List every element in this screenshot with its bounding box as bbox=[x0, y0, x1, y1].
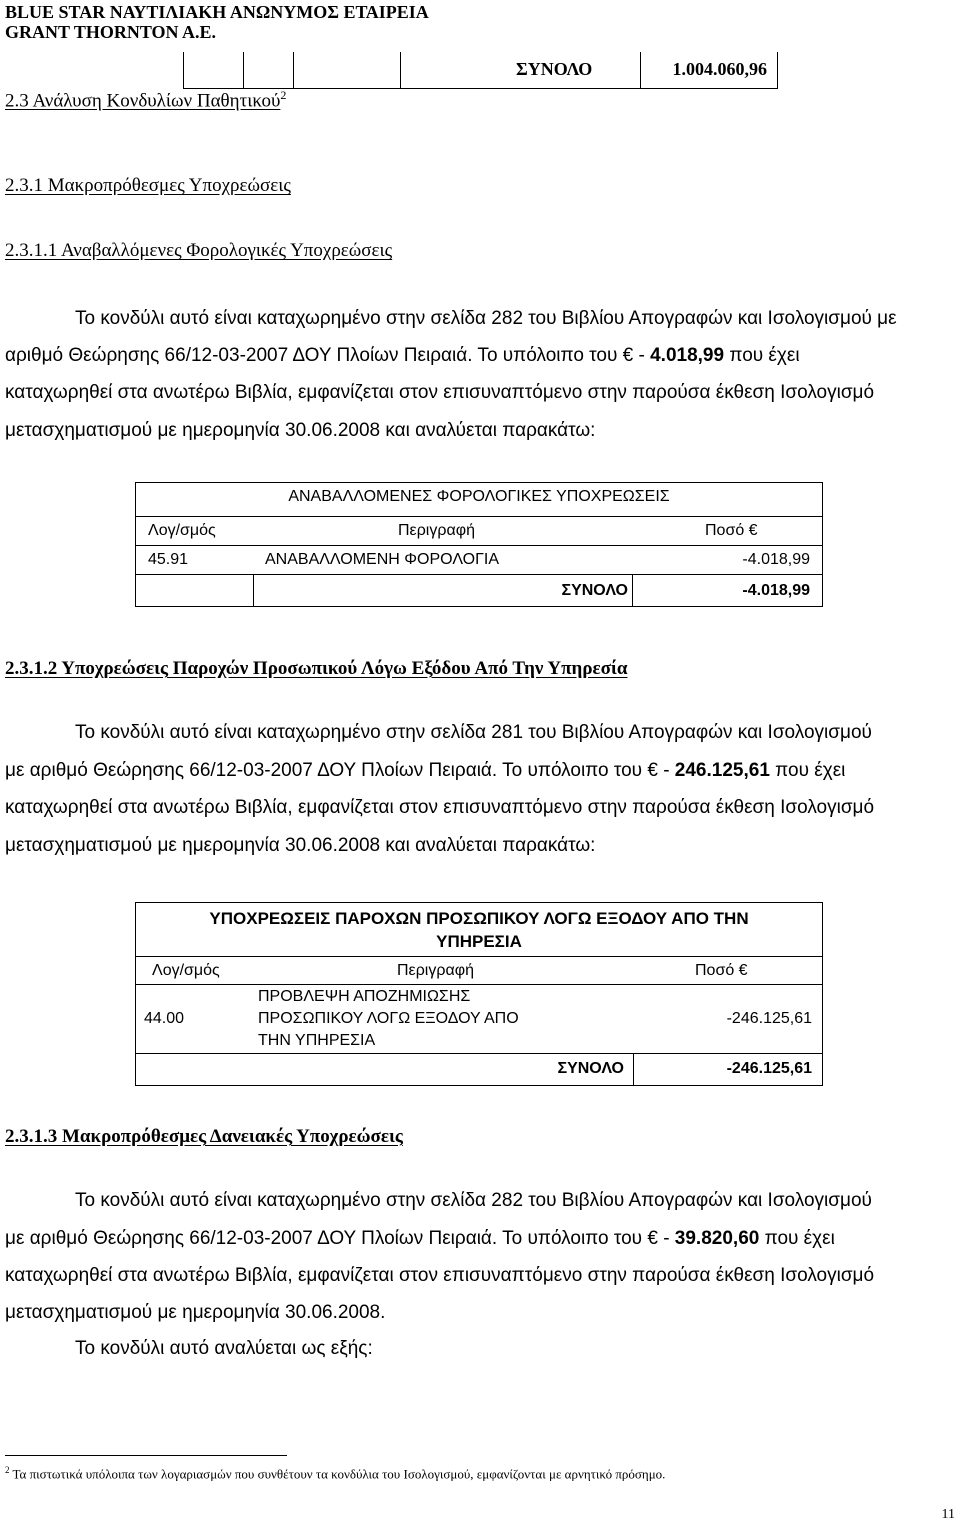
section-2-3-1-3-heading: 2.3.1.3 Μακροπρόθεσμες Δανειακές Υποχρεώσεις bbox=[5, 1126, 403, 1147]
section-2-3-1-heading: 2.3.1 Μακροπρόθεσμες Υποχρεώσεις bbox=[5, 175, 291, 196]
para3-line3: καταχωρηθεί στα ανωτέρω Βιβλία, εμφανίζεται στον επισυναπτόμενο στην παρούσα έκθεση Ισολογισμό bbox=[5, 1265, 875, 1286]
footnote-ref: 2 bbox=[280, 88, 287, 102]
para3-line4: μετασχηματισμού με ημερομηνία 30.06.2008. bbox=[5, 1302, 386, 1323]
para1-line3: καταχωρηθεί στα ανωτέρω Βιβλία, εμφανίζεται στον επισυναπτόμενο στην παρούσα έκθεση Ισολογισμό bbox=[5, 382, 875, 403]
footnote-separator bbox=[5, 1455, 287, 1456]
table1-total-value: -4.018,99 bbox=[742, 582, 810, 599]
para3-line2: με αριθμό Θεώρησης 66/12-03-2007 ΔΟΥ Πλοίων Πειραιά. Το υπόλοιπο του € - 39.820,60 που έχει bbox=[5, 1228, 835, 1249]
table1-header-account: Λογ/σμός bbox=[148, 522, 216, 539]
table1-title: ΑΝΑΒΑΛΛΟΜΕΝΕΣ ΦΟΡΟΛΟΓΙΚΕΣ ΥΠΟΧΡΕΩΣΕΙΣ bbox=[288, 488, 670, 505]
para2-line4: μετασχηματισμού με ημερομηνία 30.06.2008 και αναλύεται παρακάτω: bbox=[5, 835, 596, 856]
table2-header-account: Λογ/σμός bbox=[152, 962, 220, 979]
para3-line5: Το κονδύλι αυτό αναλύεται ως εξής: bbox=[75, 1338, 373, 1359]
table1-header-description: Περιγραφή bbox=[398, 522, 475, 539]
footnote: $^2$ Τα πιστωτικά υπόλοιπα των λογαριασμών που συνθέτουν τα κονδύλια του Ισολογισμού, εμφανίζονται με αρνητικό πρόσημο. bbox=[5, 1465, 666, 1482]
para3-line1: Το κονδύλι αυτό είναι καταχωρημένο στην σελίδα 282 του Βιβλίου Απογραφών και Ισολογισμού bbox=[75, 1190, 872, 1211]
para2-line1: Το κονδύλι αυτό είναι καταχωρημένο στην σελίδα 281 του Βιβλίου Απογραφών και Ισολογισμού bbox=[75, 722, 872, 743]
para1-line2: αριθμό Θεώρησης 66/12-03-2007 ΔΟΥ Πλοίων Πειραιά. Το υπόλοιπο του € - 4.018,99 που έχει bbox=[5, 345, 800, 366]
table2-row-amount: -246.125,61 bbox=[726, 1010, 812, 1027]
table1-row-amount: -4.018,99 bbox=[742, 551, 810, 568]
table1-row-description: ΑΝΑΒΑΛΛΟΜΕΝΗ ΦΟΡΟΛΟΓΙΑ bbox=[265, 551, 500, 568]
top-total-label: ΣΥΝΟΛΟ bbox=[516, 59, 593, 79]
section-2-3-1-1-heading: 2.3.1.1 Αναβαλλόμενες Φορολογικές Υποχρεώσεις bbox=[5, 240, 393, 261]
para1-line1: Το κονδύλι αυτό είναι καταχωρημένο στην σελίδα 282 του Βιβλίου Απογραφών και Ισολογισμού με bbox=[75, 308, 897, 329]
table1-total-label: ΣΥΝΟΛΟ bbox=[561, 582, 628, 599]
table1-row-account: 45.91 bbox=[148, 551, 189, 568]
table2-row-account: 44.00 bbox=[144, 1010, 185, 1027]
auditor-name: GRANT THORNTON A.E. bbox=[5, 22, 217, 42]
table2-title-line2: ΥΠΗΡΕΣΙΑ bbox=[436, 932, 522, 951]
company-name: BLUE STAR ΝΑΥΤΙΛΙΑΚΗ ΑΝΩΝΥΜΟΣ ΕΤΑΙΡΕΙΑ bbox=[5, 2, 429, 22]
table2-total-value: -246.125,61 bbox=[726, 1060, 812, 1077]
table2-header-amount: Ποσό € bbox=[695, 962, 748, 979]
section-2-3-heading: 2.3 Ανάλυση Κονδυλίων Παθητικού$^2$ bbox=[5, 88, 287, 112]
table2-row-description-line3: ΤΗΝ ΥΠΗΡΕΣΙΑ bbox=[258, 1032, 376, 1049]
para2-line3: καταχωρηθεί στα ανωτέρω Βιβλία, εμφανίζεται στον επισυναπτόμενο στην παρούσα έκθεση Ισολογισμό bbox=[5, 797, 875, 818]
para1-line4: μετασχηματισμού με ημερομηνία 30.06.2008 και αναλύεται παρακάτω: bbox=[5, 420, 596, 441]
table2-row-description-line2: ΠΡΟΣΩΠΙΚΟΥ ΛΟΓΩ ΕΞΟΔΟΥ ΑΠΟ bbox=[258, 1010, 519, 1027]
table2-title-line1: ΥΠΟΧΡΕΩΣΕΙΣ ΠΑΡΟΧΩΝ ΠΡΟΣΩΠΙΚΟΥ ΛΟΓΩ ΕΞΟΔΟΥ ΑΠΟ ΤΗΝ bbox=[209, 909, 749, 928]
table2-header-description: Περιγραφή bbox=[397, 962, 474, 979]
table2-row-description-line1: ΠΡΟΒΛΕΨΗ ΑΠΟΖΗΜΙΩΣΗΣ bbox=[258, 988, 471, 1005]
para2-line2: με αριθμό Θεώρησης 66/12-03-2007 ΔΟΥ Πλοίων Πειραιά. Το υπόλοιπο του € - 246.125,61 που έχει bbox=[5, 760, 846, 781]
page-number: 11 bbox=[941, 1507, 955, 1522]
table2-total-label: ΣΥΝΟΛΟ bbox=[557, 1060, 624, 1077]
top-total-value: 1.004.060,96 bbox=[672, 59, 767, 79]
table1-header-amount: Ποσό € bbox=[705, 522, 758, 539]
section-2-3-1-2-heading: 2.3.1.2 Υποχρεώσεις Παροχών Προσωπικού Λόγω Εξόδου Από Την Υπηρεσία bbox=[5, 658, 628, 679]
